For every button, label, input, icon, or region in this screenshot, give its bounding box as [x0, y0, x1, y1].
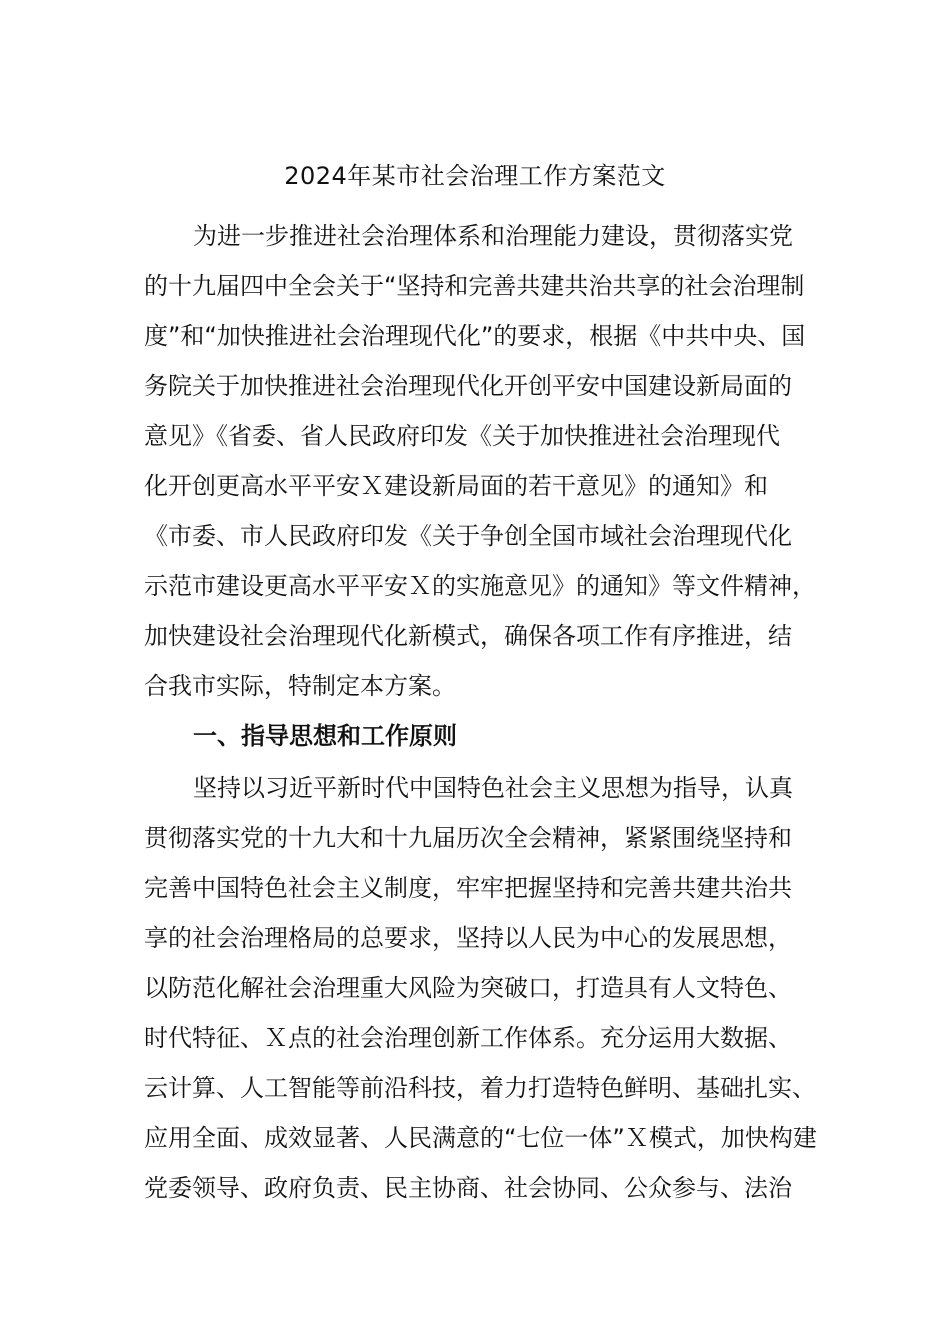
- section1-line: 时代特征、Ｘ点的社会治理创新工作体系。充分运用大数据、: [144, 1024, 792, 1052]
- intro-line: 度”和“加快推进社会治理现代化”的要求，根据《中共中央、国: [144, 322, 806, 350]
- intro-line: 为进一步推进社会治理体系和治理能力建设，贯彻落实党: [193, 222, 793, 250]
- document-title: 2024年某市社会治理工作方案范文: [284, 162, 666, 190]
- section1-line: 完善中国特色社会主义制度，牢牢把握坚持和完善共建共治共: [144, 874, 792, 902]
- intro-line: 的十九届四中全会关于“坚持和完善共建共治共享的社会治理制: [144, 272, 805, 300]
- section1-line: 享的社会治理格局的总要求，坚持以人民为中心的发展思想，: [144, 924, 792, 952]
- section1-line: 云计算、人工智能等前沿科技，着力打造特色鲜明、基础扎实、: [144, 1074, 816, 1102]
- section-heading: 一、指导思想和工作原则: [193, 722, 457, 750]
- section1-line: 以防范化解社会治理重大风险为突破口，打造具有人文特色、: [144, 974, 792, 1002]
- section1-line: 贯彻落实党的十九大和十九届历次全会精神，紧紧围绕坚持和: [144, 824, 792, 852]
- intro-line: 加快建设社会治理现代化新模式，确保各项工作有序推进，结: [144, 622, 792, 650]
- intro-line: 合我市实际，特制定本方案。: [144, 672, 456, 700]
- intro-line: 意见》《省委、省人民政府印发《关于加快推进社会治理现代: [144, 422, 780, 450]
- section1-line: 应用全面、成效显著、人民满意的“七位一体”Ｘ模式，加快构建: [144, 1124, 817, 1152]
- intro-line: 化开创更高水平平安Ｘ建设新局面的若干意见》的通知》和: [144, 472, 768, 500]
- section1-line: 坚持以习近平新时代中国特色社会主义思想为指导，认真: [193, 774, 793, 802]
- intro-line: 示范市建设更高水平平安Ｘ的实施意见》的通知》等文件精神，: [144, 572, 816, 600]
- intro-line: 《市委、市人民政府印发《关于争创全国市域社会治理现代化: [144, 522, 792, 550]
- intro-line: 务院关于加快推进社会治理现代化开创平安中国建设新局面的: [144, 372, 792, 400]
- section1-line: 党委领导、政府负责、民主协商、社会协同、公众参与、法治: [144, 1174, 792, 1202]
